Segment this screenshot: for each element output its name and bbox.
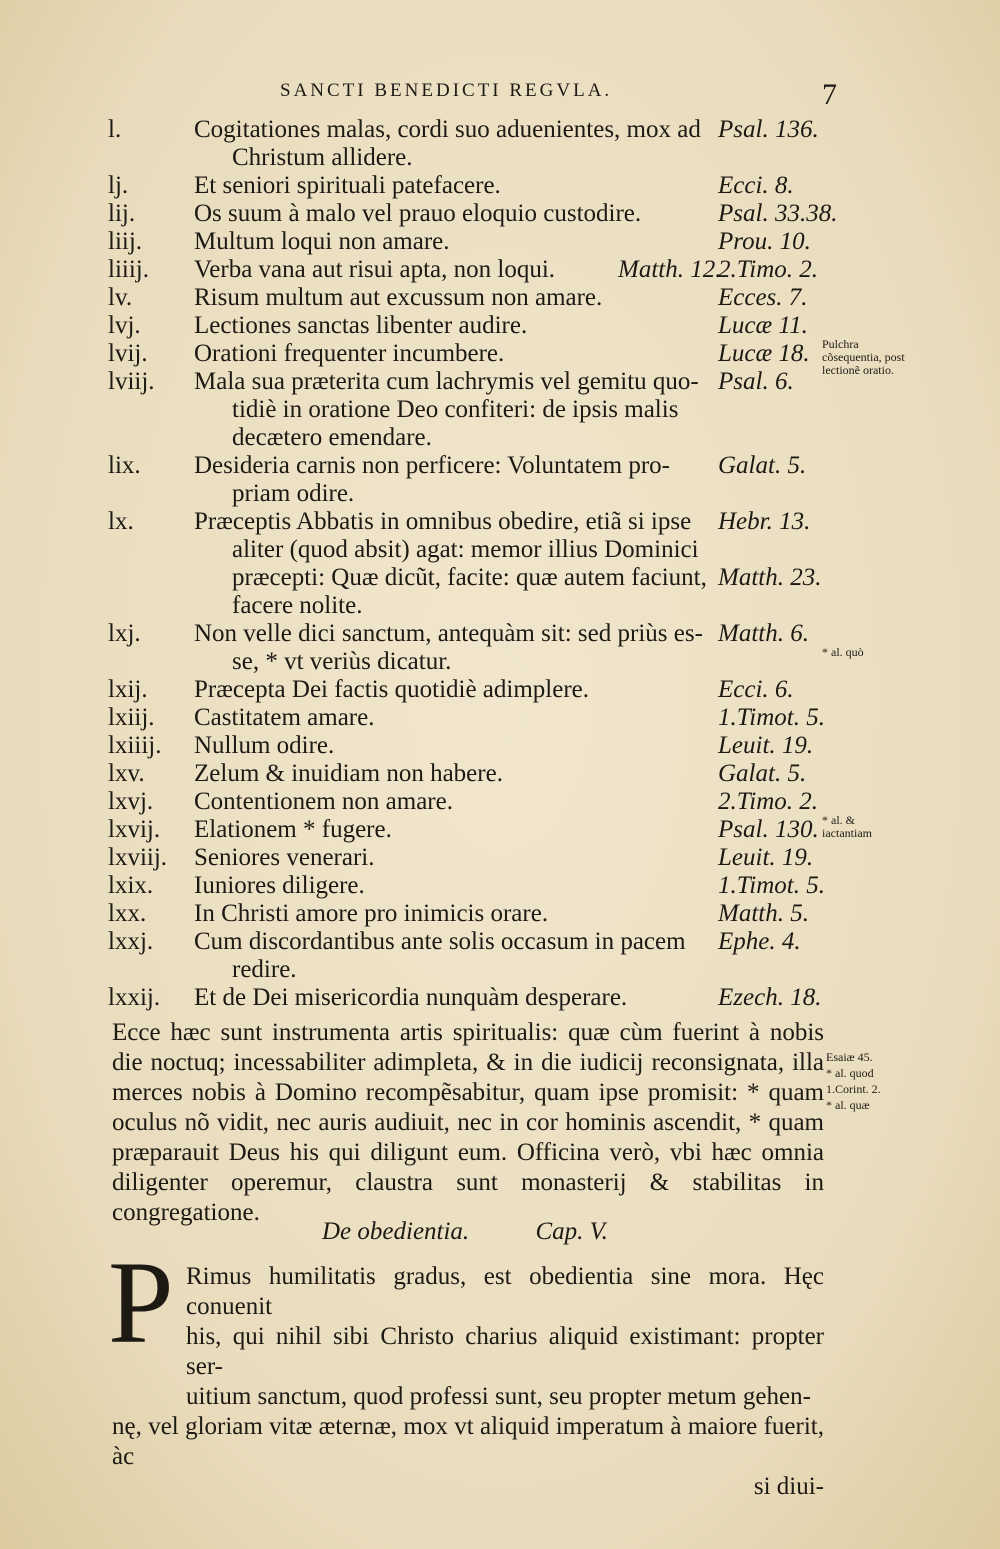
margin-note: * al. quò bbox=[822, 645, 864, 659]
list-item bbox=[0, 676, 1000, 704]
margin-note: 1.Corint. 2. bbox=[826, 1082, 881, 1096]
scripture-reference: Lucæ 18. bbox=[718, 340, 810, 367]
list-item bbox=[0, 480, 1000, 508]
scripture-reference: Psal. 33.38. bbox=[718, 200, 838, 227]
item-text: Elationem * fugere. bbox=[194, 816, 392, 843]
list-item bbox=[0, 256, 1000, 284]
instruments-list bbox=[0, 116, 1000, 1012]
catchword: si diui- bbox=[753, 1473, 824, 1500]
scripture-reference: Ecci. 8. bbox=[718, 172, 794, 199]
item-text: redire. bbox=[232, 956, 297, 983]
item-number: lj. bbox=[108, 172, 129, 199]
item-text: præcepti: Quæ dicũt, facite: quæ autem faciunt, bbox=[232, 564, 707, 591]
scripture-reference: Lucæ 11. bbox=[718, 312, 808, 339]
item-text: Christum allidere. bbox=[232, 144, 413, 171]
chapter-text bbox=[112, 1262, 824, 1502]
scripture-reference: 2.Timo. 2. bbox=[718, 256, 819, 283]
body-paragraph: Ecce hæc sunt instrumenta artis spiritualis: quæ cùm fuerint à nobis die noctuq; incessabiliter adimpleta, & in die iudicij reconsignata, illa merces nobis à Domino recompẽsabitur, quam ipse promisit: * quam oculus nõ vidit, nec auris audiuit, nec in cor hominis ascendit, * quam præparauit Deus his qui diligunt eum. Officina verò, vbi hæc omnia diligenter operemur, claustra sunt monasterij & stabilitas in congregatione. bbox=[112, 1019, 824, 1226]
item-text: Iuniores diligere. bbox=[194, 872, 365, 899]
list-item bbox=[0, 312, 1000, 340]
list-item bbox=[0, 396, 1000, 424]
item-text: Et de Dei misericordia nunquàm desperare. bbox=[194, 984, 628, 1011]
item-number: lxviij. bbox=[108, 844, 168, 871]
margin-note: Esaiæ 45. bbox=[826, 1050, 873, 1064]
item-number: lij. bbox=[108, 200, 136, 227]
item-text: Præcepta Dei factis quotidiè adimplere. bbox=[194, 676, 590, 703]
margin-notes bbox=[826, 1050, 906, 1114]
item-text: Risum multum aut excussum non amare. bbox=[194, 284, 603, 311]
list-item bbox=[0, 813, 1000, 844]
list-item bbox=[0, 284, 1000, 312]
item-text: decætero emendare. bbox=[232, 424, 432, 451]
item-number: lxvij. bbox=[108, 816, 161, 843]
list-item bbox=[0, 564, 1000, 592]
list-item bbox=[0, 928, 1000, 956]
item-number: lxiiij. bbox=[108, 732, 162, 759]
item-text: Et seniori spirituali patefacere. bbox=[194, 172, 501, 199]
scripture-reference: Hebr. 13. bbox=[718, 508, 811, 535]
list-item bbox=[0, 144, 1000, 172]
item-text: aliter (quod absit) agat: memor illius Dominici bbox=[232, 536, 699, 563]
scripture-reference: Ephe. 4. bbox=[718, 928, 801, 955]
scripture-reference: Matth. 23. bbox=[718, 564, 822, 591]
item-number: lxj. bbox=[108, 620, 141, 647]
item-number: lv. bbox=[108, 284, 133, 311]
text-line: his, qui nihil sibi Christo charius aliquid existimant: propter ser- bbox=[186, 1323, 824, 1380]
item-text: Non velle dici sanctum, antequàm sit: sed priùs es- bbox=[194, 620, 703, 647]
list-item bbox=[0, 508, 1000, 536]
item-text: Os suum à malo vel prauo eloquio custodire. bbox=[194, 200, 642, 227]
margin-note: * al. & iactantiam bbox=[822, 813, 872, 840]
item-number: lix. bbox=[108, 452, 141, 479]
item-number: lxxij. bbox=[108, 984, 161, 1011]
item-text: Zelum & inuidiam non habere. bbox=[194, 760, 503, 787]
item-text: Nullum odire. bbox=[194, 732, 335, 759]
list-item bbox=[0, 645, 1000, 676]
scripture-reference: Leuit. 19. bbox=[718, 844, 814, 871]
scripture-reference: Matth. 5. bbox=[718, 900, 809, 927]
list-item bbox=[0, 536, 1000, 564]
item-number: lviij. bbox=[108, 368, 155, 395]
item-number: lx. bbox=[108, 508, 134, 535]
drop-initial: P bbox=[108, 1237, 174, 1368]
list-item bbox=[0, 704, 1000, 732]
list-item bbox=[0, 116, 1000, 144]
item-text: Mala sua præterita cum lachrymis vel gemitu quo- bbox=[194, 368, 699, 395]
item-number: lxx. bbox=[108, 900, 147, 927]
scripture-reference: Psal. 130. bbox=[718, 816, 819, 843]
list-item bbox=[0, 732, 1000, 760]
scripture-reference: 1.Timot. 5. bbox=[718, 872, 825, 899]
list-item bbox=[0, 452, 1000, 480]
margin-note: * al. quod bbox=[826, 1066, 874, 1080]
item-number: lxix. bbox=[108, 872, 154, 899]
item-number: lxxj. bbox=[108, 928, 154, 955]
scripture-reference: Prou. 10. bbox=[718, 228, 811, 255]
item-text: priam odire. bbox=[232, 480, 355, 507]
scripture-reference: Ecces. 7. bbox=[718, 284, 808, 311]
list-item bbox=[0, 592, 1000, 620]
item-text: Multum loqui non amare. bbox=[194, 228, 450, 255]
scripture-reference: Galat. 5. bbox=[718, 760, 807, 787]
text-line: nę, vel gloriam vitæ æternæ, mox vt aliquid imperatum à maiore fuerit, àc bbox=[112, 1413, 824, 1470]
scripture-reference: Matth. 6. bbox=[718, 620, 809, 647]
list-item bbox=[0, 620, 1000, 648]
item-text: Lectiones sanctas libenter audire. bbox=[194, 312, 528, 339]
list-item bbox=[0, 788, 1000, 816]
chapter-number: Cap. V. bbox=[535, 1218, 608, 1245]
page-number: 7 bbox=[822, 78, 837, 111]
list-item bbox=[0, 760, 1000, 788]
scripture-reference: Psal. 6. bbox=[718, 368, 794, 395]
item-text: Præceptis Abbatis in omnibus obedire, etiã si ipse bbox=[194, 508, 692, 535]
list-item bbox=[0, 900, 1000, 928]
text-line: Rimus humilitatis gradus, est obedientia sine mora. Hęc conuenit bbox=[186, 1263, 824, 1320]
item-number: liij. bbox=[108, 228, 143, 255]
list-item bbox=[0, 956, 1000, 984]
list-item bbox=[0, 872, 1000, 900]
chapter-heading bbox=[322, 1218, 668, 1246]
item-text: Cum discordantibus ante solis occasum in pacem bbox=[194, 928, 686, 955]
scripture-reference: Matth. 12. bbox=[618, 256, 722, 283]
item-text: se, * vt veriùs dicatur. bbox=[232, 648, 452, 675]
item-number: lxvj. bbox=[108, 788, 154, 815]
scripture-reference: 1.Timot. 5. bbox=[718, 704, 825, 731]
item-text: Castitatem amare. bbox=[194, 704, 375, 731]
scripture-reference: Leuit. 19. bbox=[718, 732, 814, 759]
item-text: Desideria carnis non perficere: Voluntatem pro- bbox=[194, 452, 670, 479]
item-text: Cogitationes malas, cordi suo aduenientes, mox ad bbox=[194, 116, 701, 143]
item-number: lxiij. bbox=[108, 704, 155, 731]
item-number: lxij. bbox=[108, 676, 148, 703]
item-number: liiij. bbox=[108, 256, 149, 283]
list-item bbox=[0, 200, 1000, 228]
scripture-reference: Ecci. 6. bbox=[718, 676, 794, 703]
item-text: tidiè in oratione Deo confiteri: de ipsis malis bbox=[232, 396, 679, 423]
item-text: Seniores venerari. bbox=[194, 844, 375, 871]
list-item bbox=[0, 424, 1000, 452]
scripture-reference: Psal. 136. bbox=[718, 116, 819, 143]
running-title: SANCTI BENEDICTI REGVLA. bbox=[280, 80, 613, 101]
item-number: l. bbox=[108, 116, 122, 143]
item-text: Verba vana aut risui apta, non loqui. bbox=[194, 256, 556, 283]
list-item bbox=[0, 984, 1000, 1012]
item-number: lvj. bbox=[108, 312, 141, 339]
margin-note: * al. quæ bbox=[826, 1098, 870, 1112]
scripture-reference: 2.Timo. 2. bbox=[718, 788, 819, 815]
list-item bbox=[0, 337, 1000, 377]
margin-note: Pulchra cõsequentia, post lectionẽ oratio. bbox=[822, 337, 905, 377]
text-line: uitium sanctum, quod professi sunt, seu propter metum gehen- bbox=[186, 1383, 811, 1410]
item-text: Contentionem non amare. bbox=[194, 788, 453, 815]
list-item bbox=[0, 228, 1000, 256]
chapter-title: De obedientia. bbox=[322, 1218, 470, 1245]
scripture-reference: Galat. 5. bbox=[718, 452, 807, 479]
list-item bbox=[0, 172, 1000, 200]
item-number: lvij. bbox=[108, 340, 148, 367]
list-item bbox=[0, 368, 1000, 396]
item-text: facere nolite. bbox=[232, 592, 363, 619]
list-item bbox=[0, 844, 1000, 872]
item-text: In Christi amore pro inimicis orare. bbox=[194, 900, 549, 927]
item-number: lxv. bbox=[108, 760, 145, 787]
scripture-reference: Ezech. 18. bbox=[718, 984, 822, 1011]
item-text: Orationi frequenter incumbere. bbox=[194, 340, 505, 367]
